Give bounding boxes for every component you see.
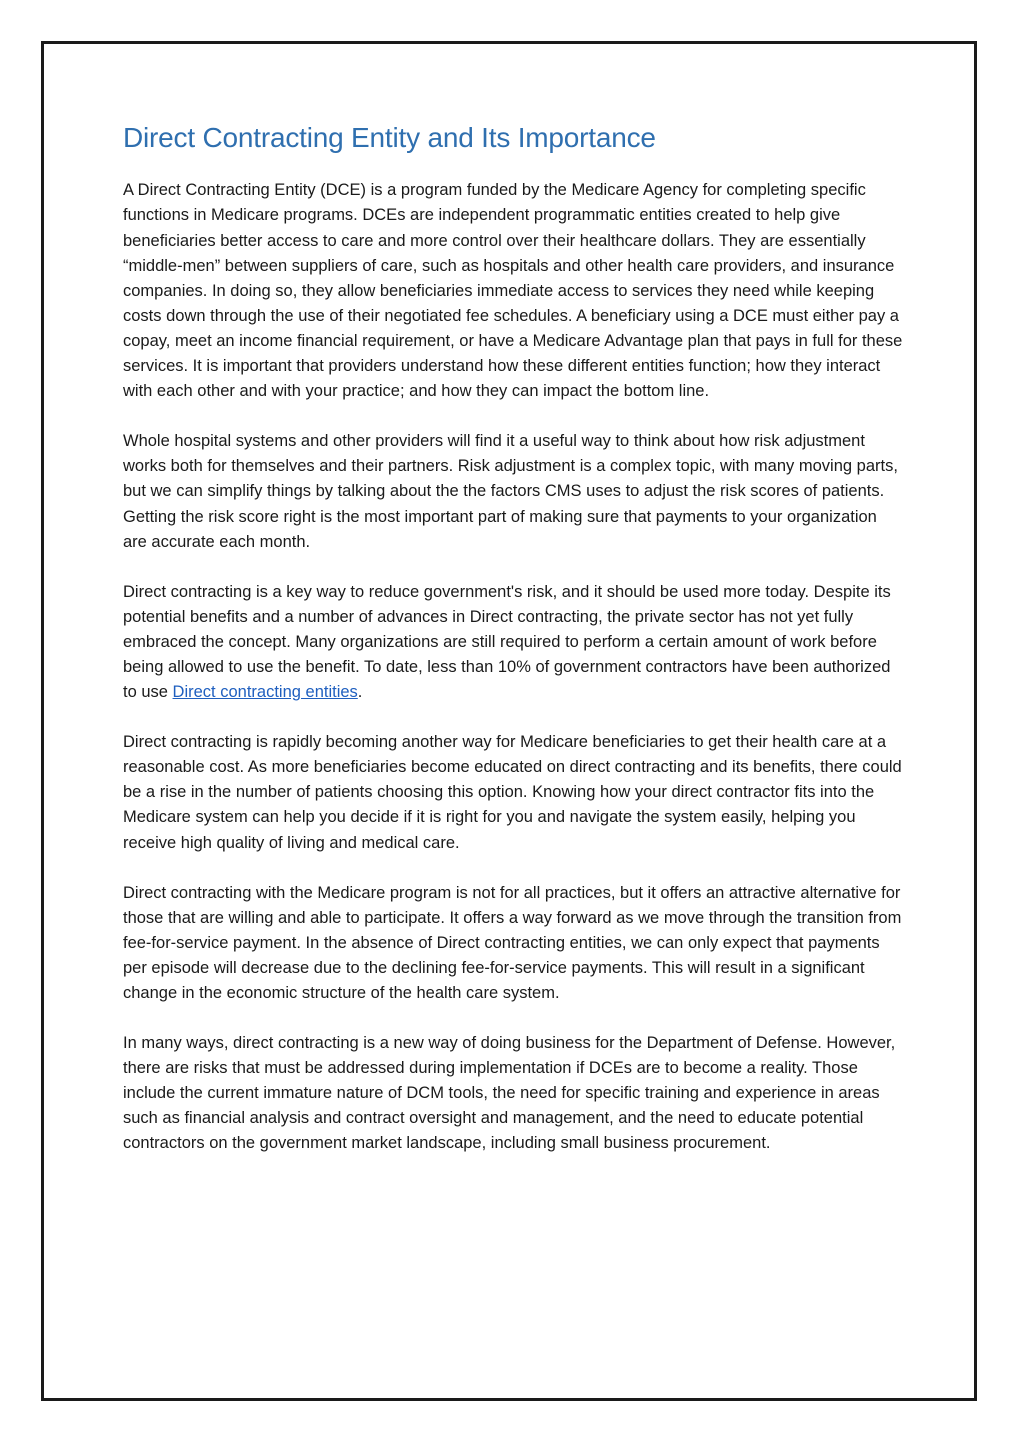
document-body	[123, 120, 903, 1182]
paragraph-dce-definition: A Direct Contracting Entity (DCE) is a program funded by the Medicare Agency for completing specific functions in Medicare programs. DCEs are independent programmatic entities created to help give beneficiaries better access to care and more control over their healthcare dollars. They are essentially “middle-men” between suppliers of care, such as hospitals and other health care providers, and insurance companies. In doing so, they allow beneficiaries immediate access to services they need while keeping costs down through the use of their negotiated fee schedules. A beneficiary using a DCE must either pay a copay, meet an income financial requirement, or have a Medicare Advantage plan that pays in full for these services. It is important that providers understand how these different entities function; how they interact with each other and with your practice; and how they can impact the bottom line.	[123, 181, 903, 401]
paragraph-text-before-link: Direct contracting is a key way to reduce government's risk, and it should be used more today. Despite its potential benefits and a number of advances in Direct contracting, the private sector has not yet fully embraced the concept. Many organizations are still required to perform a certain amount of work before being allowed to use the benefit. To date, less than 10% of government contractors have been authorized to use	[123, 582, 891, 702]
direct-contracting-entities-link[interactable]: Direct contracting entities	[172, 683, 358, 702]
paragraph-medicare-program: Direct contracting with the Medicare program is not for all practices, but it offers an attractive alternative for those that are willing and able to participate. It offers a way forward as we move through the transition from fee-for-service payment. In the absence of Direct contracting entities, we can only expect that payments per episode will decrease due to the declining fee-for-service payments. This will result in a significant change in the economic structure of the health care system.	[123, 883, 902, 1003]
paragraph-risk-adjustment: Whole hospital systems and other providers will find it a useful way to think about how risk adjustment works both for themselves and their partners. Risk adjustment is a complex topic, with many moving parts, but we can simplify things by talking about the the factors CMS uses to adjust the risk scores of patients. Getting the risk score right is the most important part of making sure that payments to your organization are accurate each month.	[123, 432, 898, 551]
document-title: Direct Contracting Entity and Its Importance	[123, 122, 656, 153]
paragraph-government-risk	[123, 580, 903, 705]
paragraph-text-after-link: .	[357, 683, 363, 702]
paragraph-medicare-beneficiaries: Direct contracting is rapidly becoming another way for Medicare beneficiaries to get their health care at a reasonable cost. As more beneficiaries become educated on direct contracting and its benefits, there could be a rise in the number of patients choosing this option. Knowing how your direct contractor fits into the Medicare system can help you decide if it is right for you and navigate the system easily, helping you receive high quality of living and medical care.	[123, 733, 902, 852]
paragraph-department-of-defense: In many ways, direct contracting is a new way of doing business for the Department of Defense. However, there are risks that must be addressed during implementation if DCEs are to become a reality. Those include the current immature nature of DCM tools, the need for specific training and experience in areas such as financial analysis and contract oversight and management, and the need to educate potential contractors on the government market landscape, including small business procurement.	[123, 1034, 896, 1153]
